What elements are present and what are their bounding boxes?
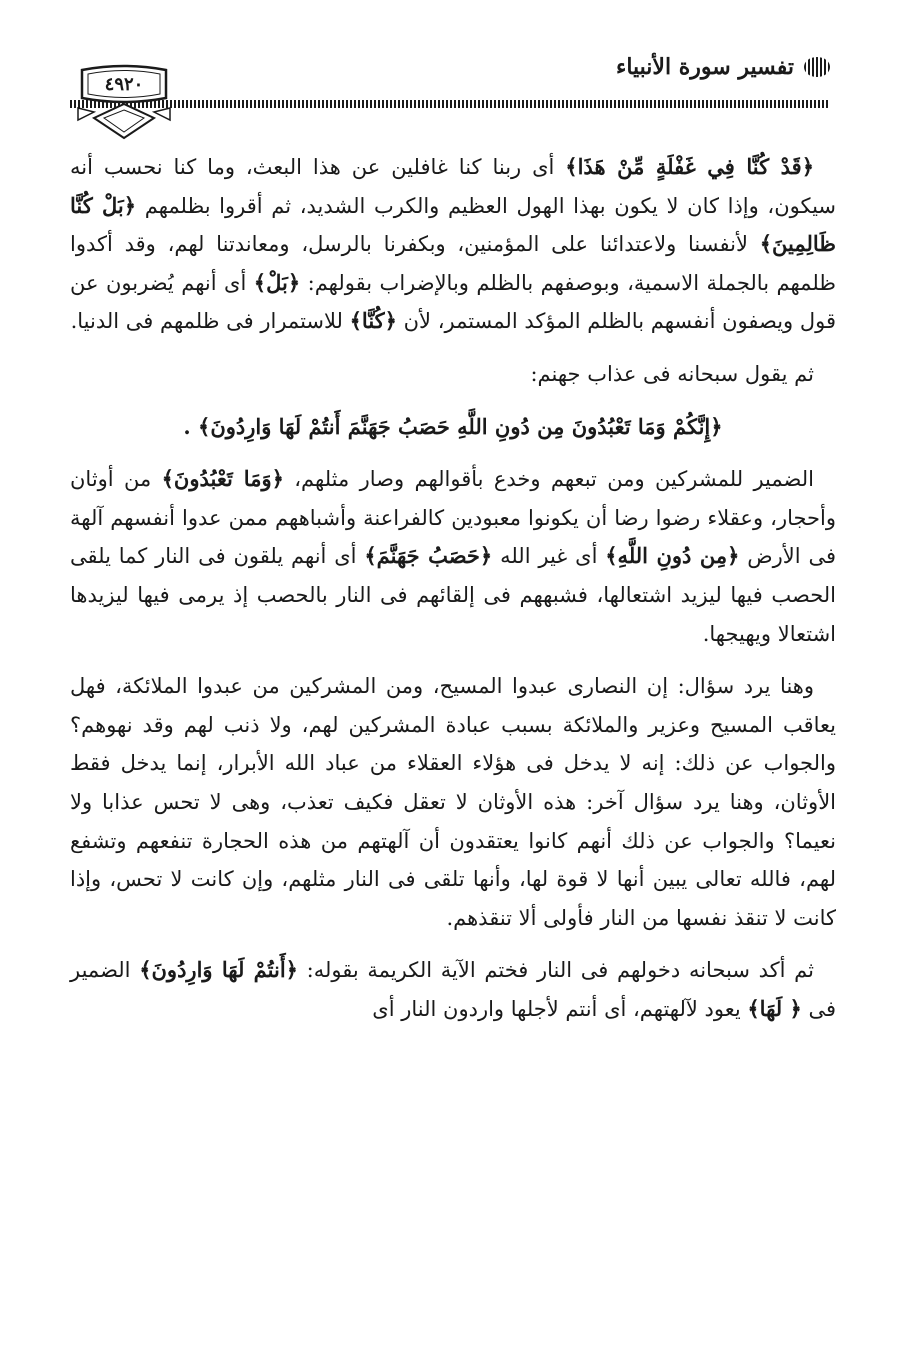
running-title: [616, 54, 830, 80]
page-number-badge: [74, 60, 174, 145]
body-text: [70, 148, 836, 1042]
header-rule: [70, 100, 830, 108]
paragraph: [70, 355, 836, 394]
commentary-text: ثم يقول سبحانه فى عذاب جهنم:: [530, 361, 814, 386]
running-title-text: تفسير سورة الأنبياء: [615, 54, 794, 80]
commentary-text: أى ربنا كنا غافلين عن هذا البعث، وما كنا نحسب أنه سيكون، وإذا كان لا يكون بهذا الهول العظيم والكرب الشديد، ثم أقروا بظلمهم: [70, 155, 836, 218]
paragraph: [70, 460, 836, 653]
page-badge-frame-icon: [74, 60, 174, 145]
commentary-text: أى أنهم يُضربون عن قول ويصفون أنفسهم بالظلم المؤكد المستمر، لأن: [70, 270, 836, 334]
commentary-text: للاستمرار فى ظلمهم فى الدنيا.: [70, 309, 350, 334]
commentary-text: يعود لآلهتهم، أى أنتم لأجلها واردون النار أى: [372, 996, 748, 1021]
quran-quote: ﴿قَدْ كُنَّا فِي غَفْلَةٍ مِّنْ هَذَا﴾: [565, 154, 815, 179]
quran-quote: ﴿بَلْ﴾: [253, 269, 301, 295]
page-number: ٤٩٢٠: [104, 74, 144, 95]
quran-quote: ﴿إِنَّكُمْ وَمَا تَعْبُدُونَ مِن دُونِ اللَّهِ حَصَبُ جَهَنَّمَ أَنتُمْ لَهَا وَارِدُونَ﴾ .: [183, 413, 723, 439]
quran-quote: ﴿ لَهَا﴾: [747, 995, 802, 1021]
commentary-text: من أوثان وأحجار، وعقلاء رضوا رضا أن يكونوا معبودين كالفراعنة وأشباههم ممن عدوا أنفسهم آلهة فى الأرض: [70, 467, 836, 569]
quran-quote: ﴿أَنتُمْ لَهَا وَارِدُونَ﴾: [139, 957, 298, 983]
quran-quote: ﴿وَمَا تَعْبُدُونَ﴾: [161, 466, 284, 492]
commentary-text: أى أنهم يلقون فى النار كما يلقى الحصب فيها ليزيد اشتعالها، فشبههم فى إلقائهم فى النار بالحصب إذ يرمى فيها ليزيدها اشتعالا ويهيجها.: [70, 544, 836, 646]
commentary-text: وهنا يرد سؤال: إن النصارى عبدوا المسيح، ومن المشركين من عبدوا الملائكة، فهل يعاقب المسيح وعزير والملائكة بسبب عبادة المشركين لهم، ولا ذنب لهم وقد نهوهم؟ والجواب عن ذلك: إنه لا يدخل فى هؤلاء العقلاء من عباد الله الأبرار، إنما يدخل فقط الأوثان، وهنا يرد سؤال آخر: هذه الأوثان لا تعقل فكيف تعذب، وهى لا تحس عذابا ولا نعيما؟ والجواب عن ذلك أنهم كانوا يعتقدون أن آلهتهم من هذه الحجارة تنفعهم وتشفع لهم، فالله تعالى يبين أنها لا قوة لها، وأنها تلقى فى النار مثلهم، وإن كانت لا تحس، وإذا كانت لا تنقذ نفسها من النار فأولى ألا تنقذهم.: [70, 674, 836, 930]
commentary-text: الضمير فى: [70, 958, 836, 1021]
quran-quote: ﴿كُنَّا﴾: [349, 308, 397, 334]
commentary-text: الضمير للمشركين ومن تبعهم وخدع بأقوالهم وصار مثلهم،: [283, 467, 814, 492]
quran-quote: ﴿مِن دُونِ اللَّهِ﴾: [605, 543, 740, 569]
commentary-text: أى غير الله: [492, 544, 606, 569]
quran-quote: ﴿حَصَبُ جَهَنَّمَ﴾: [364, 543, 493, 569]
paragraph: [70, 667, 836, 937]
paragraph: [70, 408, 836, 447]
paragraph: [70, 951, 836, 1028]
page-header: [70, 52, 830, 142]
commentary-text: لأنفسنا ولاعتدائنا على المؤمنين، وبكفرنا بالرسل، ومعاندتنا لهم، وقد أكدوا ظلمهم بالجملة الاسمية، وبوصفهم بالظلم وبالإضراب بقولهم:: [70, 232, 836, 295]
ornament-icon: [804, 57, 830, 77]
quran-quote: ﴿بَلْ كُنَّا ظَالِمِينَ﴾: [70, 192, 836, 257]
paragraph: [70, 148, 836, 341]
commentary-text: ثم أكد سبحانه دخولهم فى النار فختم الآية الكريمة بقوله:: [297, 958, 815, 983]
